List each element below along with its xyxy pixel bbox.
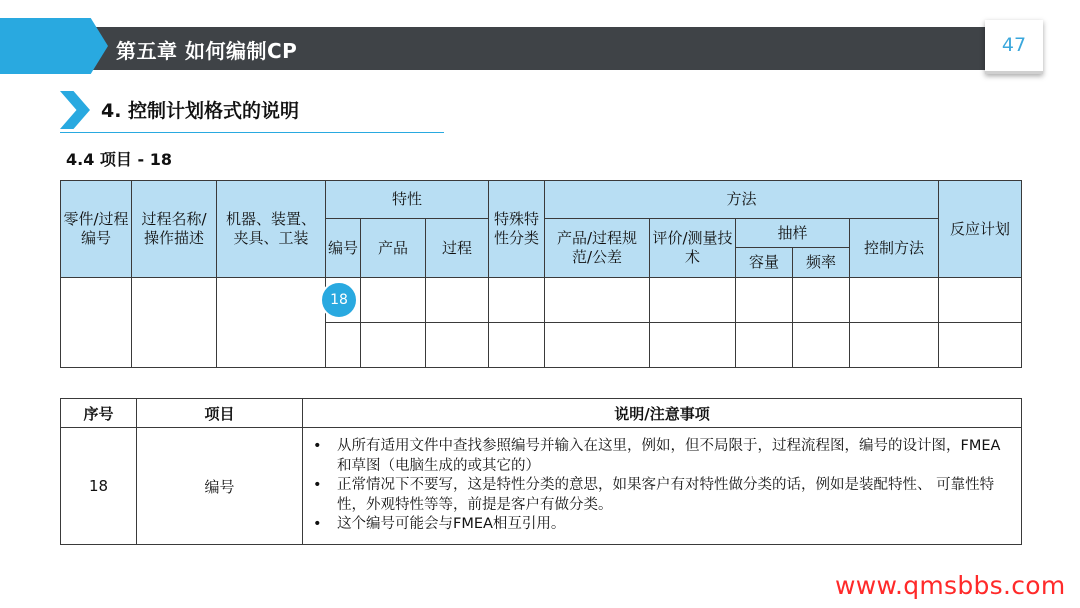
number-18-badge: 18 xyxy=(320,281,358,319)
list-item: • 这个编号可能会与FMEA相互引用。 xyxy=(311,515,1007,535)
table-cell xyxy=(736,323,793,368)
table-cell xyxy=(939,278,1022,323)
header-frequency: 频率 xyxy=(793,248,850,278)
row-seq: 18 xyxy=(61,428,137,545)
header-evaluation: 评价/测量技术 xyxy=(650,219,736,278)
list-item: • 正常情况下不要写，这是特性分类的意思，如果客户有对特性做分类的话，例如是装配特性、 可靠性特性，外观特性等等，前提是客户有做分类。 xyxy=(311,476,1007,515)
section-underline xyxy=(60,132,444,133)
header-process: 过程 xyxy=(426,219,489,278)
control-plan-table xyxy=(60,180,1022,368)
table-cell xyxy=(426,323,489,368)
header-methods: 方法 xyxy=(545,181,939,219)
table-cell xyxy=(793,323,850,368)
section-title: 4. 控制计划格式的说明 xyxy=(101,100,300,122)
table-cell xyxy=(217,278,326,368)
sub-title: 4.4 项目 - 18 xyxy=(66,150,172,169)
table-cell xyxy=(736,278,793,323)
table-cell xyxy=(850,278,939,323)
header-notes: 说明/注意事项 xyxy=(303,399,1022,428)
header-char-number: 编号 xyxy=(326,219,361,278)
table-cell xyxy=(650,278,736,323)
table-cell xyxy=(650,323,736,368)
table-cell xyxy=(361,278,426,323)
row-item: 编号 xyxy=(137,428,303,545)
table-cell xyxy=(939,323,1022,368)
table-cell xyxy=(545,323,650,368)
header-characteristics: 特性 xyxy=(326,181,489,219)
header-reaction-plan: 反应计划 xyxy=(939,181,1022,278)
page-number: 47 xyxy=(1001,34,1027,56)
header-spec-tolerance: 产品/过程规范/公差 xyxy=(545,219,650,278)
table-cell-char-number xyxy=(326,278,361,323)
table-cell xyxy=(545,278,650,323)
header-part-process-number: 零件/过程编号 xyxy=(61,181,132,278)
header-item: 项目 xyxy=(137,399,303,428)
header-machine: 机器、装置、夹具、工装 xyxy=(217,181,326,278)
table-cell xyxy=(489,278,545,323)
header-seq: 序号 xyxy=(61,399,137,428)
page-number-box xyxy=(985,20,1043,74)
table-cell xyxy=(326,323,361,368)
table-cell xyxy=(132,278,217,368)
header-special-class: 特殊特性分类 xyxy=(489,181,545,278)
chevron-right-icon xyxy=(60,91,90,129)
header-size: 容量 xyxy=(736,248,793,278)
watermark: www.qmsbbs.com xyxy=(835,571,1066,600)
header-sample: 抽样 xyxy=(736,219,850,248)
row-notes xyxy=(303,428,1022,545)
table-cell xyxy=(361,323,426,368)
table-cell xyxy=(61,278,132,368)
table-cell xyxy=(793,278,850,323)
table-cell xyxy=(489,323,545,368)
explanation-table xyxy=(60,398,1022,545)
header-product: 产品 xyxy=(361,219,426,278)
chapter-title: 第五章 如何编制CP xyxy=(116,39,298,63)
header-process-name: 过程名称/操作描述 xyxy=(132,181,217,278)
header-accent-arrow xyxy=(0,18,108,74)
header-control-method: 控制方法 xyxy=(850,219,939,278)
notes-list xyxy=(311,437,1007,535)
table-cell xyxy=(850,323,939,368)
table-cell xyxy=(426,278,489,323)
list-item: • 从所有适用文件中查找参照编号并输入在这里，例如，但不局限于，过程流程图，编号的设计图，FMEA和草图（电脑生成的或其它的） xyxy=(311,437,1007,476)
